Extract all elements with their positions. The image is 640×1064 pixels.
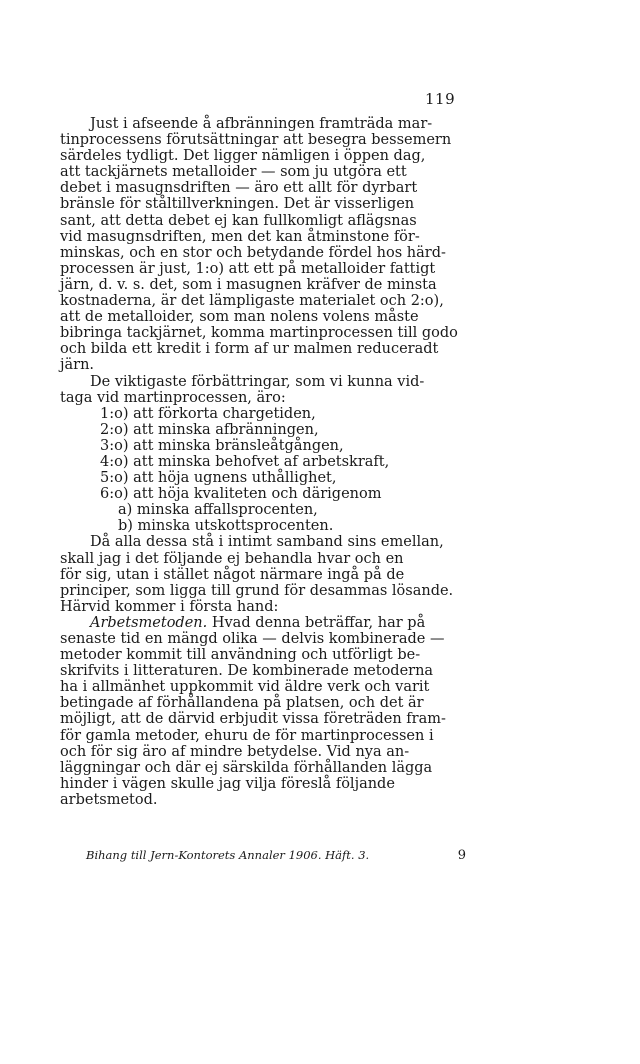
text-line: möjligt, att de därvid erbjudit vissa företräden fram- bbox=[60, 711, 446, 728]
text-line: Just i afseende å afbränningen framträda mar- bbox=[90, 116, 433, 132]
improvement-list bbox=[60, 406, 470, 535]
sub-list-item: b) minska utskottsprocenten. bbox=[118, 518, 334, 535]
paragraph-4 bbox=[60, 615, 470, 808]
body-text bbox=[60, 116, 470, 808]
list-item: 5:o) att höja ugnens uthållighet, bbox=[100, 470, 337, 487]
list-item: 4:o) att minska behofvet af arbetskraft, bbox=[100, 453, 390, 470]
text-line: järn. bbox=[60, 357, 95, 374]
list-item: 3:o) att minska bränsleåtgången, bbox=[100, 437, 344, 454]
text-line: principer, som ligga till grund för desammas lösande. bbox=[60, 582, 454, 599]
text-line: för sig, utan i stället något närmare ingå på de bbox=[60, 566, 405, 583]
text-line: och för sig äro af mindre betydelse. Vid nya an- bbox=[60, 743, 410, 760]
text-line: arbetsmetod. bbox=[60, 791, 158, 808]
paragraph-2 bbox=[60, 374, 470, 406]
text-line: De viktigaste förbättringar, som vi kunna vid- bbox=[90, 373, 425, 390]
section-heading: Arbetsmetoden. bbox=[90, 614, 208, 631]
page-number: 119 bbox=[425, 90, 456, 108]
text-line: att de metalloider, som man nolens volens måste bbox=[60, 309, 419, 326]
text-line: Härvid kommer i första hand: bbox=[60, 598, 279, 615]
text-line: vid masugnsdriften, men det kan åtminstone för- bbox=[60, 228, 420, 245]
text-line: metoder kommit till användning och utförligt be- bbox=[60, 647, 421, 664]
page-footer bbox=[86, 848, 466, 863]
paragraph-1 bbox=[60, 116, 470, 374]
text-line: betingade af förhållandena på platsen, och det är bbox=[60, 695, 424, 712]
text-line bbox=[60, 615, 470, 631]
text-fragment: Hvad denna beträffar, har på bbox=[211, 614, 426, 631]
footer-title: Bihang till Jern-Kontorets Annaler 1906. Häft. 3. bbox=[86, 848, 370, 862]
text-line: skrifvits i litteraturen. De kombinerade metoderna bbox=[60, 663, 434, 680]
text-line: skall jag i det följande ej behandla hvar och en bbox=[60, 550, 404, 567]
text-line: taga vid martinprocessen, äro: bbox=[60, 389, 286, 406]
text-line: kostnaderna, är det lämpligaste materialet och 2:o), bbox=[60, 293, 444, 310]
text-line: hinder i vägen skulle jag vilja föreslå följande bbox=[60, 775, 395, 792]
list-item: 1:o) att förkorta chargetiden, bbox=[100, 405, 316, 422]
text-line: tinprocessens förutsättningar att besegra bessemern bbox=[60, 132, 452, 149]
text-line: för gamla metoder, ehuru de för martinprocessen i bbox=[60, 727, 434, 744]
paragraph-3 bbox=[60, 534, 470, 614]
text-line: att tackjärnets metalloider — som ju utgöra ett bbox=[60, 164, 407, 181]
text-line: processen är just, 1:o) att ett på metalloider fattigt bbox=[60, 260, 436, 277]
text-line: ha i allmänhet uppkommit vid äldre verk och varit bbox=[60, 679, 430, 696]
signature-number: 9 bbox=[457, 848, 466, 863]
text-line: och bilda ett kredit i form af ur malmen reduceradt bbox=[60, 341, 439, 358]
text-line: läggningar och där ej särskilda förhållanden lägga bbox=[60, 759, 433, 776]
list-item: 6:o) att höja kvaliteten och därigenom bbox=[100, 486, 382, 503]
text-line: bränsle för ståltillverkningen. Det är visserligen bbox=[60, 196, 415, 213]
text-line: särdeles tydligt. Det ligger nämligen i öppen dag, bbox=[60, 148, 426, 165]
text-line: senaste tid en mängd olika — delvis kombinerade — bbox=[60, 631, 445, 647]
text-line: minskas, och en stor och betydande fördel hos härd- bbox=[60, 244, 446, 261]
text-line: järn, d. v. s. det, som i masugnen kräfver de minsta bbox=[60, 276, 437, 293]
text-line: Då alla dessa stå i intimt samband sins emellan, bbox=[90, 534, 444, 551]
text-line: debet i masugnsdriften — äro ett allt för dyrbart bbox=[60, 180, 418, 197]
text-line: bibringa tackjärnet, komma martinprocessen till godo bbox=[60, 325, 458, 342]
list-item: 2:o) att minska afbränningen, bbox=[100, 421, 319, 438]
text-line: sant, att detta debet ej kan fullkomligt aflägsnas bbox=[60, 212, 417, 229]
sub-list-item: a) minska affallsprocenten, bbox=[118, 502, 318, 519]
